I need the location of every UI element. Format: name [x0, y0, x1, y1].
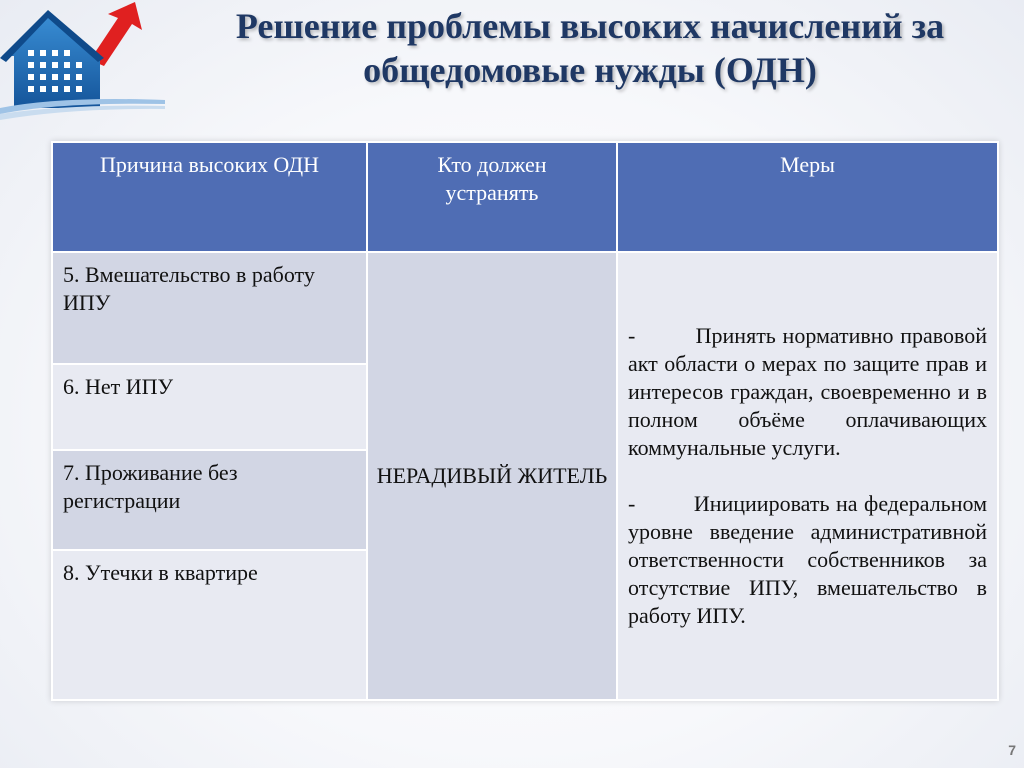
- cause-cell: 7. Проживание без регистрации: [52, 450, 367, 550]
- cause-cell: 8. Утечки в квартире: [52, 550, 367, 700]
- responsible-text: НЕРАДИВЫЙ ЖИТЕЛЬ: [376, 463, 608, 488]
- table-row: [52, 252, 998, 364]
- measure-item: - Принять нормативно правовой акт области о мерах по защите прав и интересов граждан, своевременно и в полном объёме оплачивающих коммунальные услуги.: [628, 323, 987, 460]
- slide-title-line1: Решение проблемы высоких начислений за: [235, 6, 945, 46]
- header-measures: Меры: [617, 142, 998, 252]
- table-header-row: [52, 142, 998, 252]
- header-who: Кто должен устранять: [367, 142, 617, 252]
- house-arrow-logo-icon: [0, 0, 165, 125]
- slide-title-line2: общедомовые нужды (ОДН): [363, 50, 817, 90]
- slide-title: [170, 4, 1010, 92]
- measure-item: - Инициировать на федеральном уровне введение административной ответственности собственников за отсутствие ИПУ, вмешательство в работу ИПУ.: [628, 491, 987, 628]
- measures-cell: [617, 252, 998, 700]
- header-cause: Причина высоких ОДН: [52, 142, 367, 252]
- responsible-cell: [367, 252, 617, 700]
- cause-cell: 5. Вмешательство в работу ИПУ: [52, 252, 367, 364]
- causes-measures-table: [51, 141, 999, 701]
- cause-cell: 6. Нет ИПУ: [52, 364, 367, 450]
- page-number: 7: [1008, 742, 1016, 758]
